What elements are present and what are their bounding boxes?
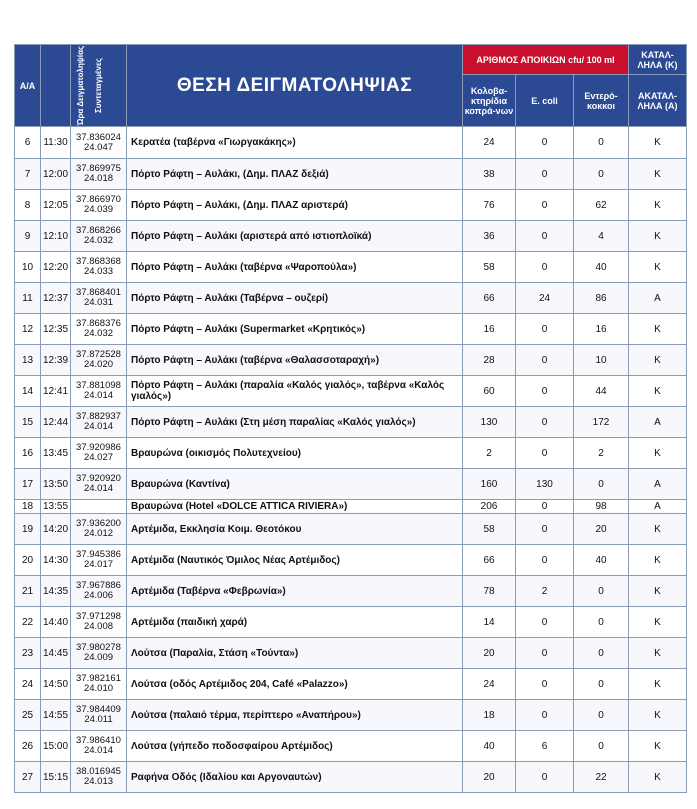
row-ecoli: 0 — [516, 700, 574, 731]
row-coordinates — [71, 407, 127, 438]
row-number: 12 — [15, 314, 41, 345]
row-entero: 0 — [574, 469, 629, 500]
row-coordinates — [71, 607, 127, 638]
table-row — [15, 407, 687, 438]
row-time: 14:50 — [41, 669, 71, 700]
row-place: Πόρτο Ράφτη – Αυλάκι (Στη μέση παραλίας «Καλός γιαλός») — [127, 407, 463, 438]
row-longitude: 24.032 — [83, 235, 114, 246]
row-ecoli: 0 — [516, 345, 574, 376]
row-entero: 0 — [574, 159, 629, 190]
row-number: 27 — [15, 762, 41, 793]
header-time — [41, 45, 86, 127]
row-latitude: 37.971298 — [76, 611, 121, 622]
table-row — [15, 283, 687, 314]
table-row — [15, 376, 687, 407]
row-coordinates — [71, 514, 127, 545]
row-ecoli: 0 — [516, 376, 574, 407]
row-place: Λούτσα (παλαιό τέρμα, περίπτερο «Αναπήρου») — [127, 700, 463, 731]
row-number: 24 — [15, 669, 41, 700]
row-entero: 16 — [574, 314, 629, 345]
row-time: 12:35 — [41, 314, 71, 345]
row-place: Πόρτο Ράφτη – Αυλάκι, (Δημ. ΠΛΑΖ αριστερά) — [127, 190, 463, 221]
row-longitude: 24.032 — [83, 328, 114, 339]
row-time: 13:50 — [41, 469, 71, 500]
row-time: 14:30 — [41, 545, 71, 576]
row-ecoli: 0 — [516, 252, 574, 283]
row-ecoli: 0 — [516, 314, 574, 345]
row-coordinates — [71, 576, 127, 607]
row-number: 10 — [15, 252, 41, 283]
row-place: Βραυρώνα (Καντίνα) — [127, 469, 463, 500]
results-body — [15, 127, 687, 793]
row-time: 14:40 — [41, 607, 71, 638]
table-row — [15, 500, 687, 514]
row-time: 12:20 — [41, 252, 71, 283]
row-longitude: 24.047 — [83, 141, 114, 153]
row-entero: 22 — [574, 762, 629, 793]
row-number: 25 — [15, 700, 41, 731]
row-entero: 10 — [574, 345, 629, 376]
row-latitude: 37.945386 — [76, 549, 121, 560]
header-suitable: ΚΑΤΑΛ-ΛΗΛΑ (Κ) — [629, 45, 687, 75]
row-coordinates — [71, 438, 127, 469]
row-ecoli: 6 — [516, 731, 574, 762]
row-latitude: 37.868368 — [76, 256, 121, 267]
row-longitude: 24.009 — [83, 652, 114, 663]
row-result: Κ — [629, 700, 687, 731]
row-number: 16 — [15, 438, 41, 469]
row-entero: 40 — [574, 252, 629, 283]
table-row — [15, 221, 687, 252]
row-entero: 20 — [574, 514, 629, 545]
table-row — [15, 345, 687, 376]
row-longitude: 24.031 — [83, 297, 114, 308]
row-coliform: 76 — [463, 190, 516, 221]
header-unsuitable: ΑΚΑΤΑΛ-ΛΗΛΑ (Α) — [629, 75, 687, 127]
header-counts-title: ΑΡΙΘΜΟΣ ΑΠΟΙΚΙΩΝ cfu/ 100 ml — [463, 45, 629, 75]
row-result: Κ — [629, 252, 687, 283]
results-table — [14, 44, 687, 793]
row-ecoli: 0 — [516, 221, 574, 252]
row-coliform: 16 — [463, 314, 516, 345]
row-result: Κ — [629, 545, 687, 576]
row-longitude: 24.006 — [83, 590, 114, 601]
row-latitude: 37.984409 — [76, 704, 121, 715]
table-row — [15, 731, 687, 762]
row-ecoli: 2 — [516, 576, 574, 607]
row-time: 12:10 — [41, 221, 71, 252]
row-time: 12:44 — [41, 407, 71, 438]
header-time-label: Ώρα Δειγματοληψίας — [76, 45, 86, 126]
row-longitude: 24.039 — [83, 204, 114, 215]
row-ecoli: 0 — [516, 514, 574, 545]
row-result: Α — [629, 469, 687, 500]
row-coordinates — [71, 469, 127, 500]
row-time: 11:30 — [41, 127, 71, 159]
row-coordinates — [71, 545, 127, 576]
row-result: Κ — [629, 438, 687, 469]
row-place: Βραυρώνα (Hotel «DOLCE ATTICA RIVIERA») — [127, 500, 463, 514]
row-longitude: 24.013 — [83, 776, 114, 787]
row-coliform: 130 — [463, 407, 516, 438]
row-coordinates — [71, 221, 127, 252]
row-latitude: 38.016945 — [76, 766, 121, 777]
table-row — [15, 514, 687, 545]
row-coordinates — [71, 345, 127, 376]
row-number: 13 — [15, 345, 41, 376]
row-place: Λούτσα (οδός Αρτέμιδος 204, Café «Palazzo») — [127, 669, 463, 700]
row-latitude: 37.868376 — [76, 318, 121, 329]
table-row — [15, 159, 687, 190]
row-entero: 0 — [574, 576, 629, 607]
row-ecoli: 0 — [516, 500, 574, 514]
row-time: 15:00 — [41, 731, 71, 762]
row-latitude: 37.868266 — [76, 225, 121, 236]
row-time: 14:35 — [41, 576, 71, 607]
row-time: 12:00 — [41, 159, 71, 190]
row-time: 15:15 — [41, 762, 71, 793]
row-number: 15 — [15, 407, 41, 438]
row-coordinates — [71, 376, 127, 407]
row-ecoli: 0 — [516, 607, 574, 638]
row-time: 12:41 — [41, 376, 71, 407]
row-place: Ραφήνα Οδός (Ιδαλίου και Αργοναυτών) — [127, 762, 463, 793]
row-number: 21 — [15, 576, 41, 607]
row-longitude: 24.033 — [83, 266, 114, 277]
row-longitude: 24.014 — [83, 390, 114, 401]
table-row — [15, 638, 687, 669]
row-latitude: 37.869975 — [76, 163, 121, 174]
row-result: Κ — [629, 314, 687, 345]
row-ecoli: 0 — [516, 159, 574, 190]
row-number: 20 — [15, 545, 41, 576]
row-coordinates — [71, 700, 127, 731]
row-ecoli: 0 — [516, 762, 574, 793]
row-ecoli: 0 — [516, 190, 574, 221]
row-coliform: 38 — [463, 159, 516, 190]
row-number: 19 — [15, 514, 41, 545]
row-result: Κ — [629, 731, 687, 762]
row-place: Λούτσα (γήπεδο ποδοσφαίρου Αρτέμιδος) — [127, 731, 463, 762]
row-entero: 98 — [574, 500, 629, 514]
row-coliform: 36 — [463, 221, 516, 252]
results-table-container — [14, 44, 686, 793]
row-longitude: 24.018 — [83, 173, 114, 184]
row-longitude: 24.014 — [83, 745, 114, 756]
row-latitude: 37.872528 — [76, 349, 121, 360]
table-row — [15, 545, 687, 576]
row-latitude: 37.936200 — [76, 518, 121, 529]
row-longitude: 24.027 — [83, 452, 114, 463]
row-latitude: 37.866970 — [76, 194, 121, 205]
row-entero: 86 — [574, 283, 629, 314]
row-ecoli: 0 — [516, 438, 574, 469]
row-longitude: 24.014 — [83, 421, 114, 432]
row-result: Α — [629, 407, 687, 438]
row-latitude: 37.882937 — [76, 411, 121, 422]
row-coliform: 60 — [463, 376, 516, 407]
row-longitude: 24.011 — [84, 714, 113, 725]
row-number: 26 — [15, 731, 41, 762]
row-latitude: 37.980278 — [76, 642, 121, 653]
row-coliform: 78 — [463, 576, 516, 607]
row-ecoli: 130 — [516, 469, 574, 500]
table-row — [15, 127, 687, 159]
row-ecoli: 0 — [516, 127, 574, 159]
row-number: 9 — [15, 221, 41, 252]
header-ecoli: E. coli — [516, 75, 574, 127]
row-entero: 0 — [574, 607, 629, 638]
row-coliform: 28 — [463, 345, 516, 376]
row-place: Βραυρώνα (οικισμός Πολυτεχνείου) — [127, 438, 463, 469]
row-result: Κ — [629, 576, 687, 607]
row-time: 13:45 — [41, 438, 71, 469]
row-result: Α — [629, 283, 687, 314]
table-row — [15, 438, 687, 469]
row-result: Κ — [629, 190, 687, 221]
row-latitude: 37.836024 — [76, 131, 121, 143]
row-coordinates — [71, 252, 127, 283]
row-coliform: 66 — [463, 545, 516, 576]
row-result: Κ — [629, 607, 687, 638]
row-place: Κερατέα (ταβέρνα «Γιωργακάκης») — [127, 127, 463, 159]
row-place: Πόρτο Ράφτη – Αυλάκι (ταβέρνα «Ψαροπούλα») — [127, 252, 463, 283]
row-coordinates — [71, 731, 127, 762]
table-row — [15, 314, 687, 345]
row-coliform: 66 — [463, 283, 516, 314]
row-number: 23 — [15, 638, 41, 669]
row-place: Πόρτο Ράφτη – Αυλάκι (Supermarket «Κρητικός») — [127, 314, 463, 345]
row-entero: 0 — [574, 127, 629, 159]
row-entero: 62 — [574, 190, 629, 221]
row-coordinates — [71, 314, 127, 345]
row-place: Λούτσα (Παραλία, Στάση «Τούντα») — [127, 638, 463, 669]
table-row — [15, 576, 687, 607]
row-result: Α — [629, 500, 687, 514]
row-number: 11 — [15, 283, 41, 314]
row-latitude: 37.982161 — [76, 673, 121, 684]
row-place: Αρτέμιδα (Ναυτικός Όμιλος Νέας Αρτέμιδος) — [127, 545, 463, 576]
table-row — [15, 669, 687, 700]
row-place: Αρτέμιδα, Εκκλησία Κοιμ. Θεοτόκου — [127, 514, 463, 545]
header-coords-label: Συντεταγμένες — [94, 58, 103, 113]
row-longitude: 24.017 — [83, 559, 114, 570]
row-time: 14:55 — [41, 700, 71, 731]
row-coliform: 160 — [463, 469, 516, 500]
row-longitude: 24.014 — [83, 483, 114, 494]
row-ecoli: 0 — [516, 407, 574, 438]
row-place: Πόρτο Ράφτη – Αυλάκι, (Δημ. ΠΛΑΖ δεξιά) — [127, 159, 463, 190]
row-entero: 44 — [574, 376, 629, 407]
row-number: 14 — [15, 376, 41, 407]
row-entero: 2 — [574, 438, 629, 469]
table-row — [15, 190, 687, 221]
row-result: Κ — [629, 127, 687, 159]
row-result: Κ — [629, 159, 687, 190]
row-place: Πόρτο Ράφτη – Αυλάκι (αριστερά από ιστιοπλοϊκά) — [127, 221, 463, 252]
row-latitude: 37.868401 — [76, 287, 121, 298]
header-aa: Α/Α — [15, 45, 41, 127]
row-coliform: 58 — [463, 514, 516, 545]
row-coliform: 24 — [463, 127, 516, 159]
header-place: ΘΕΣΗ ΔΕΙΓΜΑΤΟΛΗΨΙΑΣ — [127, 45, 463, 127]
row-result: Κ — [629, 669, 687, 700]
table-row — [15, 762, 687, 793]
row-time: 13:55 — [41, 500, 71, 514]
header-entero: Εντερό-κοκκοι — [574, 75, 629, 127]
row-time: 12:39 — [41, 345, 71, 376]
row-latitude: 37.920920 — [76, 473, 121, 484]
row-longitude: 24.012 — [83, 528, 114, 539]
row-coliform: 24 — [463, 669, 516, 700]
row-result: Κ — [629, 762, 687, 793]
row-number: 17 — [15, 469, 41, 500]
row-number: 8 — [15, 190, 41, 221]
row-longitude: 24.008 — [83, 621, 114, 632]
row-longitude: 24.020 — [83, 359, 114, 370]
row-coordinates — [71, 159, 127, 190]
row-time: 12:37 — [41, 283, 71, 314]
row-coordinates — [71, 127, 127, 159]
row-coordinates — [71, 669, 127, 700]
row-ecoli: 0 — [516, 669, 574, 700]
row-number: 6 — [15, 127, 41, 159]
row-coordinates — [71, 500, 127, 514]
row-entero: 0 — [574, 731, 629, 762]
row-ecoli: 24 — [516, 283, 574, 314]
table-row — [15, 469, 687, 500]
row-place: Πόρτο Ράφτη – Αυλάκι (ταβέρνα «Θαλασσοταραχή») — [127, 345, 463, 376]
row-entero: 172 — [574, 407, 629, 438]
row-entero: 0 — [574, 700, 629, 731]
row-coliform: 40 — [463, 731, 516, 762]
row-coliform: 20 — [463, 762, 516, 793]
row-number: 22 — [15, 607, 41, 638]
table-row — [15, 607, 687, 638]
row-place: Πόρτο Ράφτη – Αυλάκι (παραλία «Καλός γιαλός», ταβέρνα «Καλός γιαλός») — [127, 376, 463, 407]
row-coliform: 20 — [463, 638, 516, 669]
row-coordinates — [71, 638, 127, 669]
row-coliform: 2 — [463, 438, 516, 469]
table-row — [15, 252, 687, 283]
table-row — [15, 700, 687, 731]
row-time: 14:20 — [41, 514, 71, 545]
row-coliform: 58 — [463, 252, 516, 283]
row-latitude: 37.986410 — [76, 735, 121, 746]
row-time: 14:45 — [41, 638, 71, 669]
row-coordinates — [71, 190, 127, 221]
row-coliform: 14 — [463, 607, 516, 638]
row-time: 12:05 — [41, 190, 71, 221]
row-result: Κ — [629, 376, 687, 407]
row-coliform: 18 — [463, 700, 516, 731]
row-entero: 4 — [574, 221, 629, 252]
row-ecoli: 0 — [516, 638, 574, 669]
row-latitude: 37.920986 — [76, 442, 121, 453]
row-ecoli: 0 — [516, 545, 574, 576]
row-place: Πόρτο Ράφτη – Αυλάκι (Ταβέρνα – ουζερί) — [127, 283, 463, 314]
row-latitude: 37.967886 — [76, 580, 121, 591]
row-place: Αρτέμιδα (Ταβέρνα «Φεβρωνία») — [127, 576, 463, 607]
row-latitude: 37.881098 — [76, 380, 121, 391]
row-result: Κ — [629, 221, 687, 252]
header-coliform: Κολοβα-κτηρίδια κοπρά-νων — [463, 75, 516, 127]
row-coordinates — [71, 283, 127, 314]
row-result: Κ — [629, 514, 687, 545]
row-number: 7 — [15, 159, 41, 190]
row-place: Αρτέμιδα (παιδική χαρά) — [127, 607, 463, 638]
row-entero: 0 — [574, 669, 629, 700]
row-coordinates — [71, 762, 127, 793]
row-entero: 0 — [574, 638, 629, 669]
row-coliform: 206 — [463, 500, 516, 514]
row-result: Κ — [629, 638, 687, 669]
row-entero: 40 — [574, 545, 629, 576]
row-result: Κ — [629, 345, 687, 376]
row-longitude: 24.010 — [83, 683, 114, 694]
row-number: 18 — [15, 500, 41, 514]
